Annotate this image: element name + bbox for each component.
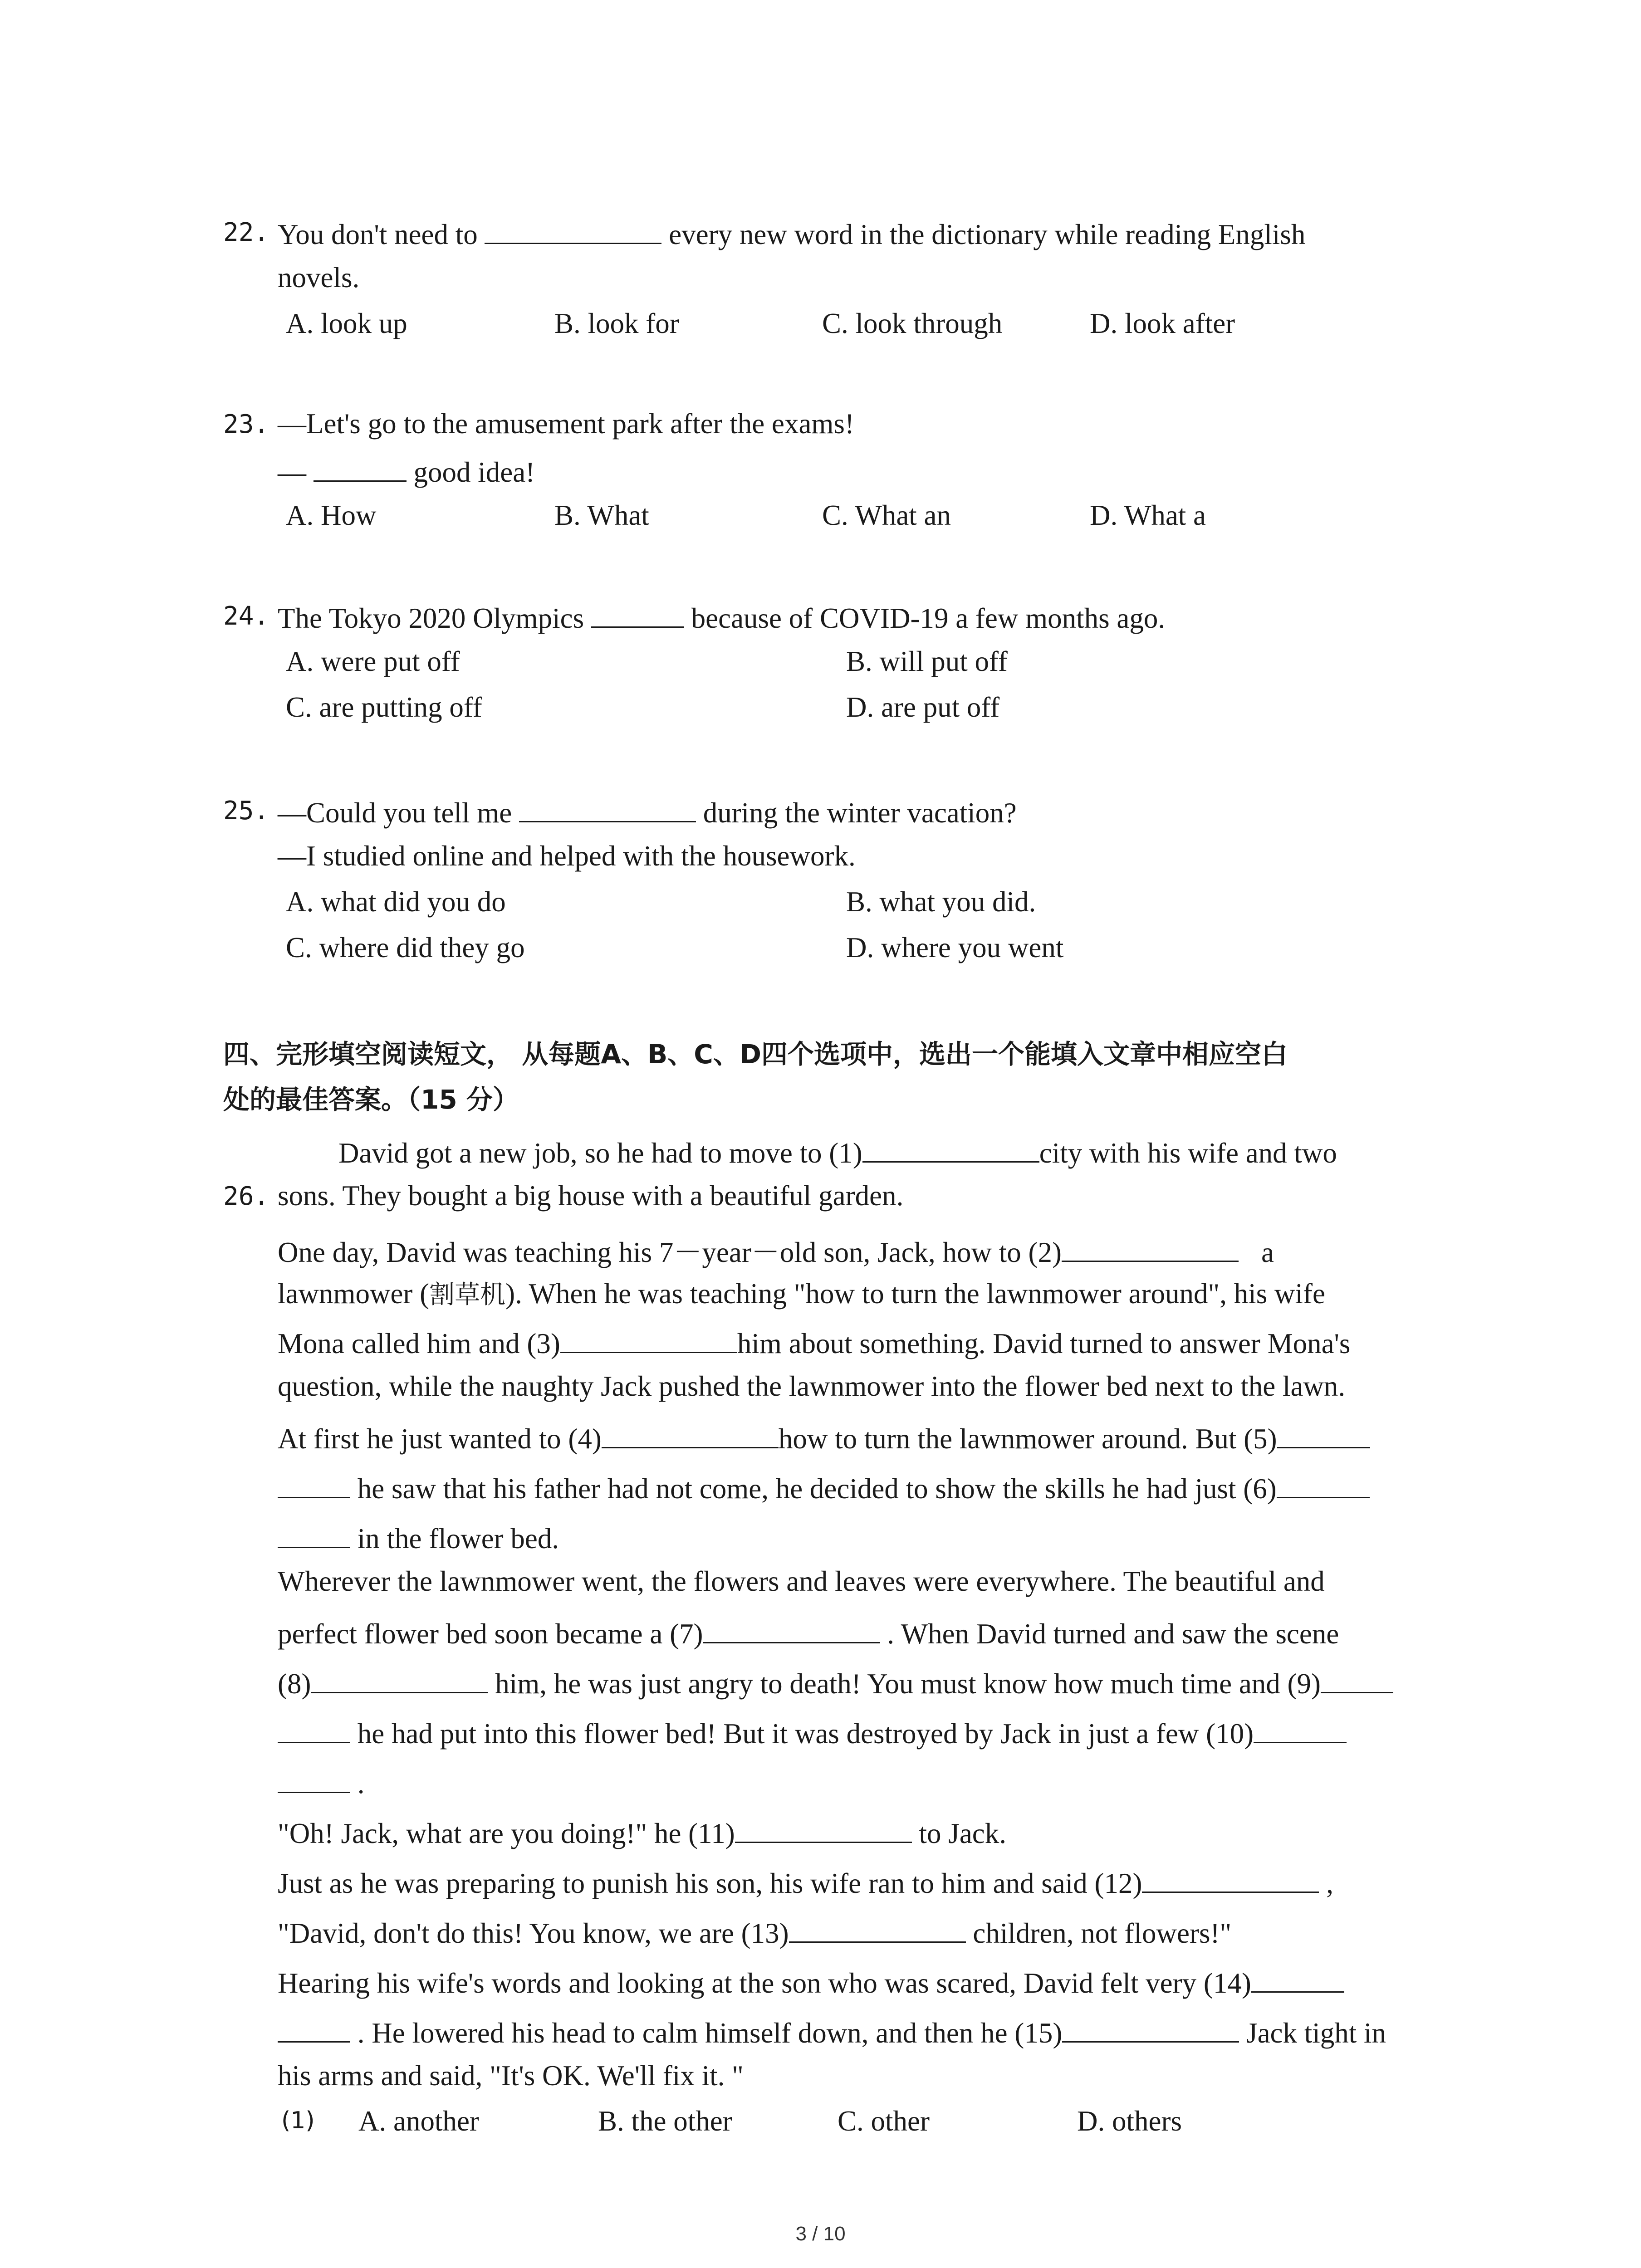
passage-text: how to turn the lawnmower around. But (5) <box>778 1422 1277 1455</box>
answer-blank-6-cont <box>278 1520 350 1548</box>
question-number: 22. <box>223 218 269 247</box>
option-a[interactable]: A. How <box>286 499 377 531</box>
passage-text: (8) <box>278 1667 311 1700</box>
section-heading: 四、完形填空阅读短文， 从每题A、B、C、D四个选项中，选出一个能填入文章中相应空白 <box>223 1039 1288 1070</box>
passage-line: his arms and said, "It's OK. We'll fix it. " <box>278 2060 744 2092</box>
option-d[interactable]: D. are put off <box>846 691 1000 723</box>
stem-text: good idea! <box>413 456 535 488</box>
passage-line <box>278 1814 1006 1850</box>
passage-text: a <box>1261 1237 1274 1268</box>
passage-line: question, while the naughty Jack pushed the lawnmower into the flower bed next to the lawn. <box>278 1370 1346 1402</box>
passage-line <box>278 1229 1274 1271</box>
page-number: 3 / 10 <box>795 2223 846 2245</box>
question-number: 24. <box>223 601 269 631</box>
option-c[interactable]: C. are putting off <box>286 691 482 723</box>
option-d[interactable]: D. where you went <box>846 932 1064 963</box>
passage-text: he had put into this flower bed! But it was destroyed by Jack in just a few (10) <box>357 1717 1254 1750</box>
option-a[interactable]: A. were put off <box>286 645 460 677</box>
passage-text: lawnmower ( <box>278 1278 430 1310</box>
answer-blank-12 <box>1142 1864 1319 1893</box>
stem-text: The Tokyo 2020 Olympics <box>278 602 584 634</box>
answer-blank <box>591 599 684 628</box>
option-c[interactable]: C. What an <box>822 499 951 531</box>
option-a[interactable]: A. another <box>358 2105 479 2137</box>
passage-line: sons. They bought a big house with a beautiful garden. <box>278 1180 904 1212</box>
stem-text: every new word in the dictionary while reading English <box>669 218 1306 250</box>
passage-line <box>278 1765 365 1800</box>
question-stem <box>278 215 1305 251</box>
stem-continuation: novels. <box>278 262 360 293</box>
option-c[interactable]: C. where did they go <box>286 932 525 963</box>
question-stem <box>278 599 1165 635</box>
passage-text: One day, David was teaching his 7－year－old son, Jack, how to (2) <box>278 1237 1062 1268</box>
passage-text: , <box>1326 1867 1333 1899</box>
passage-line <box>278 1275 1325 1311</box>
passage-text: to Jack. <box>919 1817 1006 1849</box>
answer-blank-2 <box>1062 1233 1239 1262</box>
option-b[interactable]: B. What <box>554 499 649 531</box>
passage-line <box>278 1964 1344 2000</box>
passage-line <box>278 1420 1370 1456</box>
question-number: 25. <box>223 796 269 826</box>
option-d[interactable]: D. look after <box>1090 308 1235 339</box>
passage-line <box>278 1520 559 1555</box>
stem-text: during the winter vacation? <box>703 797 1017 829</box>
passage-text: ). When he was teaching "how to turn the lawnmower around", his wife <box>505 1278 1325 1310</box>
passage-line <box>278 1914 1231 1950</box>
passage-line <box>278 1715 1347 1750</box>
passage-text: Mona called him and (3) <box>278 1327 560 1359</box>
option-d[interactable]: D. others <box>1077 2105 1182 2137</box>
answer-blank <box>519 794 696 822</box>
answer-blank-14 <box>1251 1964 1344 1993</box>
stem-text: —Could you tell me <box>278 797 512 829</box>
stem-text: You don't need to <box>278 218 478 250</box>
answer-blank-4 <box>602 1420 779 1448</box>
passage-text: "David, don't do this! You know, we are (13) <box>278 1917 789 1949</box>
passage-text: Hearing his wife's words and looking at the son who was scared, David felt very (14) <box>278 1967 1251 1999</box>
answer-blank-9 <box>1321 1665 1393 1693</box>
passage-text: perfect flower bed soon became a (7) <box>278 1618 703 1650</box>
passage-line: Wherever the lawnmower went, the flowers and leaves were everywhere. The beautiful and <box>278 1565 1325 1597</box>
dash: — <box>278 456 306 488</box>
option-c[interactable]: C. other <box>838 2105 930 2137</box>
answer-blank-5 <box>1277 1420 1370 1448</box>
question-number: 23. <box>223 410 269 439</box>
passage-text: David got a new job, so he had to move to (1) <box>338 1137 862 1169</box>
passage-text: "Oh! Jack, what are you doing!" he (11) <box>278 1817 735 1849</box>
passage-text: city with his wife and two <box>1039 1137 1337 1169</box>
option-c[interactable]: C. look through <box>822 308 1003 339</box>
passage-line <box>278 1864 1333 1900</box>
passage-line <box>278 1665 1393 1701</box>
answer-blank-15 <box>1062 2014 1239 2043</box>
passage-text: him, he was just angry to death! You must know how much time and (9) <box>495 1667 1321 1700</box>
passage-text: in the flower bed. <box>357 1522 559 1554</box>
response-line <box>278 453 535 489</box>
stem-text: because of COVID-19 a few months ago. <box>691 602 1166 634</box>
response-line: —I studied online and helped with the housework. <box>278 840 856 872</box>
answer-blank <box>314 453 407 482</box>
passage-line <box>278 1325 1350 1360</box>
answer-blank-10-cont <box>278 1765 350 1793</box>
passage-line <box>338 1134 1337 1170</box>
answer-blank-1 <box>862 1134 1039 1163</box>
option-b[interactable]: B. look for <box>554 308 679 339</box>
option-b[interactable]: B. will put off <box>846 645 1008 677</box>
passage-text: Just as he was preparing to punish his son, his wife ran to him and said (12) <box>278 1867 1142 1899</box>
passage-text-chinese: 割草机 <box>429 1280 506 1310</box>
answer-blank-13 <box>789 1914 966 1943</box>
question-stem: —Let's go to the amusement park after the exams! <box>278 408 854 440</box>
answer-blank-7 <box>703 1615 880 1643</box>
section-heading: 处的最佳答案。（15 分） <box>223 1084 519 1115</box>
answer-blank-11 <box>735 1814 912 1843</box>
passage-text: children, not flowers!" <box>973 1917 1232 1949</box>
option-a[interactable]: A. look up <box>286 308 407 339</box>
passage-text: . <box>357 1767 365 1799</box>
question-stem <box>278 794 1017 830</box>
answer-blank-5-cont <box>278 1470 350 1498</box>
option-a[interactable]: A. what did you do <box>286 886 506 918</box>
sub-question-number: (1) <box>281 2107 315 2134</box>
answer-blank-10 <box>1254 1715 1347 1743</box>
option-d[interactable]: D. What a <box>1090 499 1206 531</box>
answer-blank-6 <box>1277 1470 1370 1498</box>
passage-line <box>278 1615 1339 1651</box>
answer-blank-8 <box>311 1665 488 1693</box>
answer-blank-3 <box>560 1325 737 1353</box>
option-b[interactable]: B. what you did. <box>846 886 1036 918</box>
passage-text: he saw that his father had not come, he decided to show the skills he had just (6) <box>357 1472 1277 1505</box>
passage-line <box>278 2014 1386 2050</box>
answer-blank-14-cont <box>278 2014 350 2043</box>
passage-text: . When David turned and saw the scene <box>887 1618 1339 1650</box>
answer-blank <box>485 215 661 244</box>
passage-text: . He lowered his head to calm himself down, and then he (15) <box>357 2017 1063 2049</box>
question-number: 26. <box>223 1182 269 1211</box>
passage-text: him about something. David turned to answer Mona's <box>737 1327 1351 1359</box>
passage-text: At first he just wanted to (4) <box>278 1422 602 1455</box>
option-b[interactable]: B. the other <box>598 2105 732 2137</box>
answer-blank-9-cont <box>278 1715 350 1743</box>
passage-line <box>278 1470 1370 1505</box>
passage-text: Jack tight in <box>1246 2017 1386 2049</box>
